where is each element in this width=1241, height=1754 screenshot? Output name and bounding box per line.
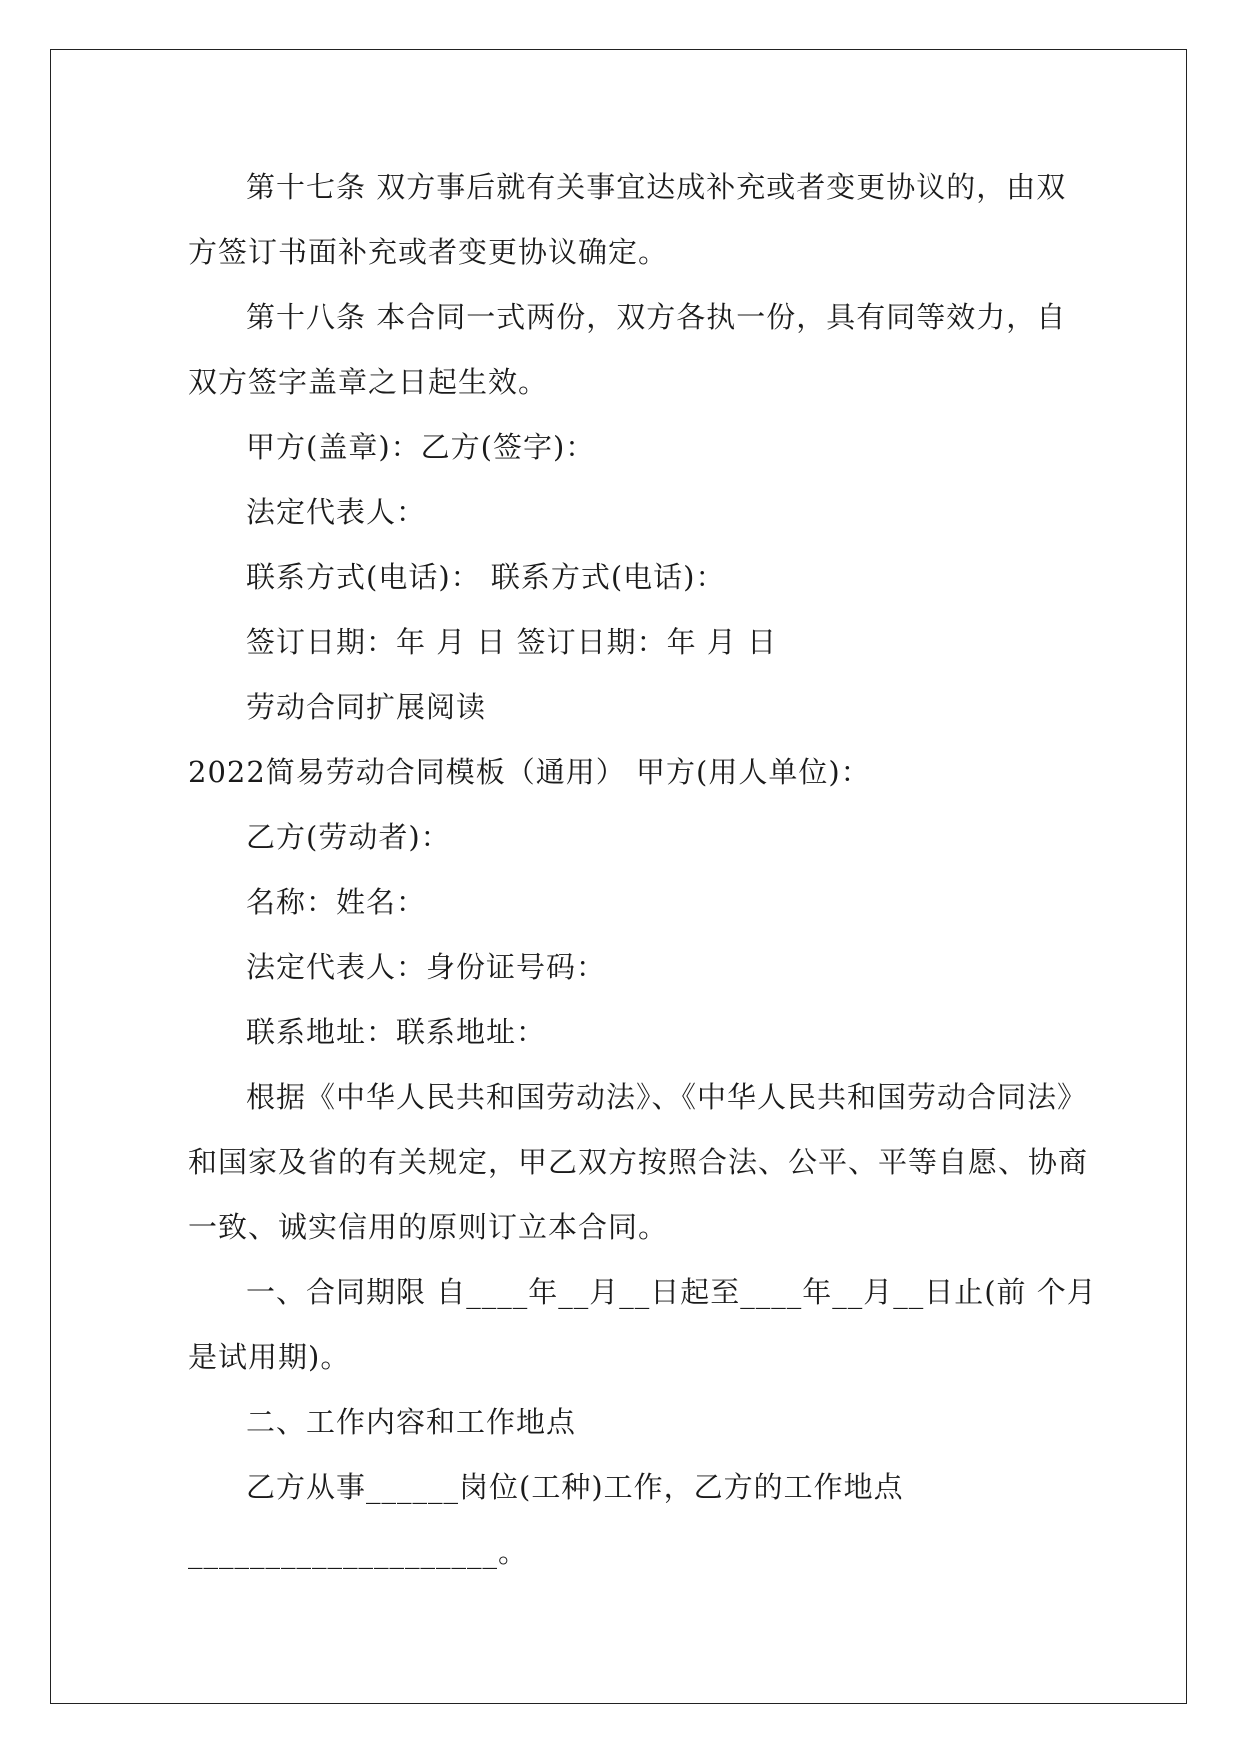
template-title-line: 2022简易劳动合同模板（通用） 甲方(用人单位)：: [188, 755, 871, 789]
name-line: 名称：姓名：: [246, 885, 427, 919]
basis-line-2: 和国家及省的有关规定，甲乙双方按照合法、公平、平等自愿、协商: [188, 1145, 1089, 1179]
basis-line-3: 一致、诚实信用的原则订立本合同。: [188, 1210, 669, 1244]
contract-term-line-2: 是试用期)。: [188, 1340, 351, 1374]
party-b-line: 乙方(劳动者)：: [246, 820, 451, 854]
work-position-line: 乙方从事______岗位(工种)工作，乙方的工作地点: [246, 1470, 904, 1504]
work-content-heading: 二、工作内容和工作地点: [246, 1405, 577, 1439]
sign-date-line: 签订日期：年 月 日 签订日期：年 月 日: [246, 625, 778, 659]
article-17-line-2: 方签订书面补充或者变更协议确定。: [188, 235, 669, 269]
representative-id-line: 法定代表人：身份证号码：: [246, 950, 607, 984]
basis-line-1: 根据《中华人民共和国劳动法》、《中华人民共和国劳动合同法》: [246, 1080, 1088, 1114]
extended-reading-heading: 劳动合同扩展阅读: [246, 690, 487, 724]
article-18-line-1: 第十八条 本合同一式两份，双方各执一份，具有同等效力，自: [246, 300, 1067, 334]
work-location-line: ____________________。: [188, 1535, 529, 1569]
contact-phone-line: 联系方式(电话)： 联系方式(电话)：: [246, 560, 726, 594]
contract-term-line-1: 一、合同期限 自____年__月__日起至____年__月__日止(前 个月: [246, 1275, 1097, 1309]
party-seal-sign-line: 甲方(盖章)：乙方(签字)：: [246, 430, 596, 464]
address-line: 联系地址：联系地址：: [246, 1015, 547, 1049]
document-body: [188, 155, 1097, 1585]
legal-representative-line: 法定代表人：: [246, 495, 427, 529]
article-17-line-1: 第十七条 双方事后就有关事宜达成补充或者变更协议的，由双: [246, 170, 1067, 204]
article-18-line-2: 双方签字盖章之日起生效。: [188, 365, 549, 399]
